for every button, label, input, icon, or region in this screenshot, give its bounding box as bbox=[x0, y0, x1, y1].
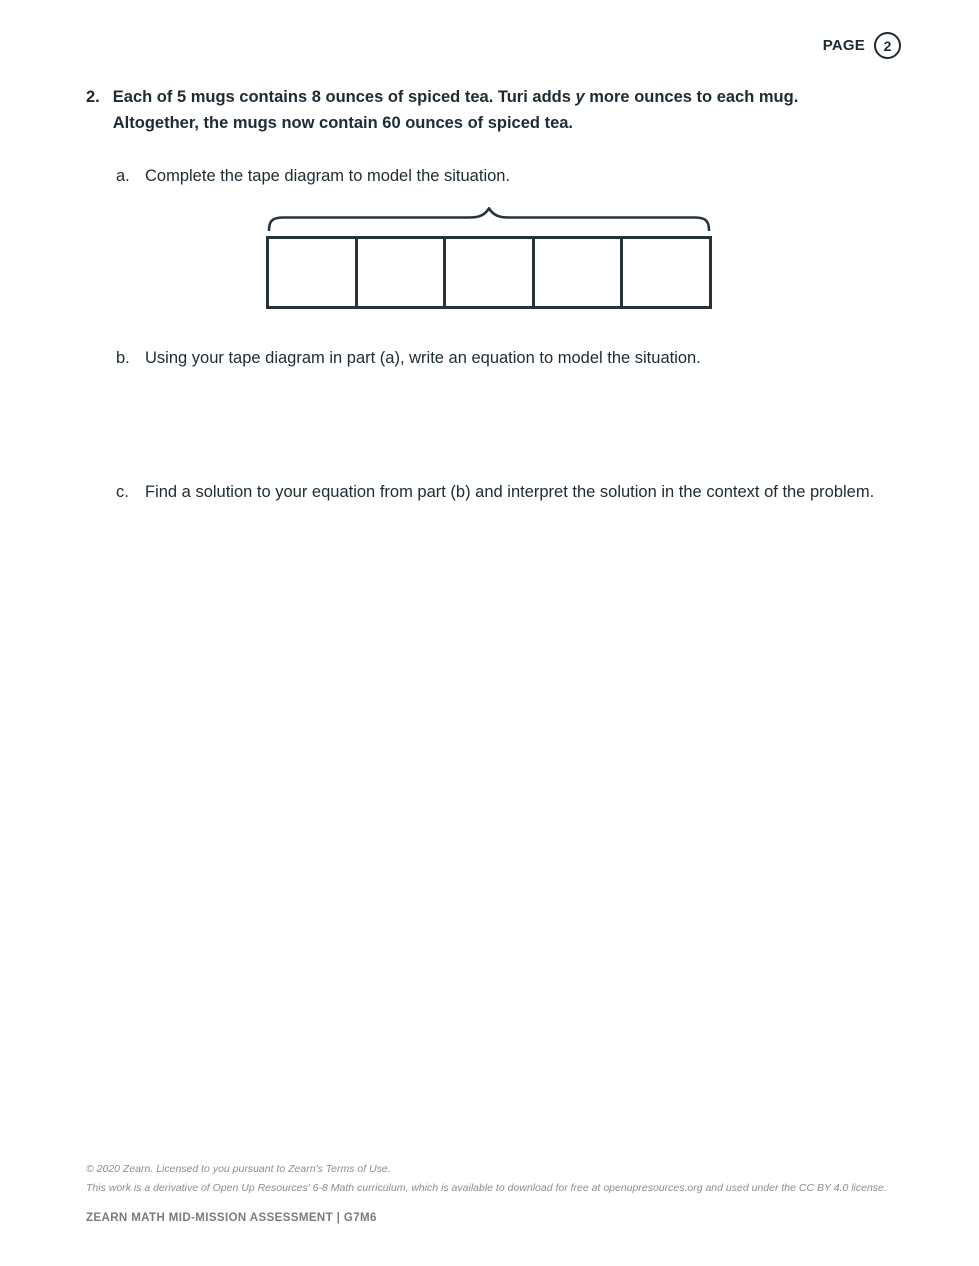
question-text-end: more ounces to each mug. Altogether, the mugs now contain 60 ounces of spiced tea. bbox=[112, 88, 799, 132]
tape-cell bbox=[446, 239, 535, 306]
page-header bbox=[823, 32, 901, 59]
part-c-label: c. bbox=[116, 483, 129, 501]
part-b-label: b. bbox=[116, 349, 130, 367]
tape-cell bbox=[269, 239, 358, 306]
page-number-badge: 2 bbox=[874, 32, 901, 59]
tape-cell bbox=[623, 239, 709, 306]
page-label: PAGE bbox=[822, 37, 865, 54]
part-c bbox=[116, 480, 916, 504]
tape-diagram bbox=[266, 207, 712, 309]
variable-y: y bbox=[575, 88, 585, 106]
question-number: 2. bbox=[86, 88, 100, 106]
footer-copyright: © 2020 Zearn. Licensed to you pursuant to Zearn's Terms of Use. bbox=[86, 1163, 391, 1175]
part-a-label: a. bbox=[116, 167, 130, 185]
tape-cell bbox=[535, 239, 624, 306]
question-2 bbox=[86, 84, 876, 136]
question-text-start: Each of 5 mugs contains 8 ounces of spiced tea. Turi adds bbox=[112, 88, 576, 106]
part-b-text: Using your tape diagram in part (a), write an equation to model the situation. bbox=[145, 349, 701, 367]
footer-license: This work is a derivative of Open Up Resources' 6-8 Math curriculum, which is available to download for free at openupresources.org and used under the CC BY 4.0 license. bbox=[86, 1182, 887, 1194]
curly-brace-icon bbox=[266, 207, 712, 231]
part-a bbox=[116, 164, 916, 188]
part-a-text: Complete the tape diagram to model the situation. bbox=[145, 167, 511, 185]
footer-document-title: ZEARN MATH MID-MISSION ASSESSMENT | G7M6 bbox=[86, 1212, 377, 1224]
part-c-text: Find a solution to your equation from part (b) and interpret the solution in the context of the problem. bbox=[145, 483, 875, 501]
part-b bbox=[116, 346, 916, 370]
tape-cells bbox=[266, 236, 712, 309]
tape-cell bbox=[358, 239, 447, 306]
question-text bbox=[113, 84, 869, 136]
